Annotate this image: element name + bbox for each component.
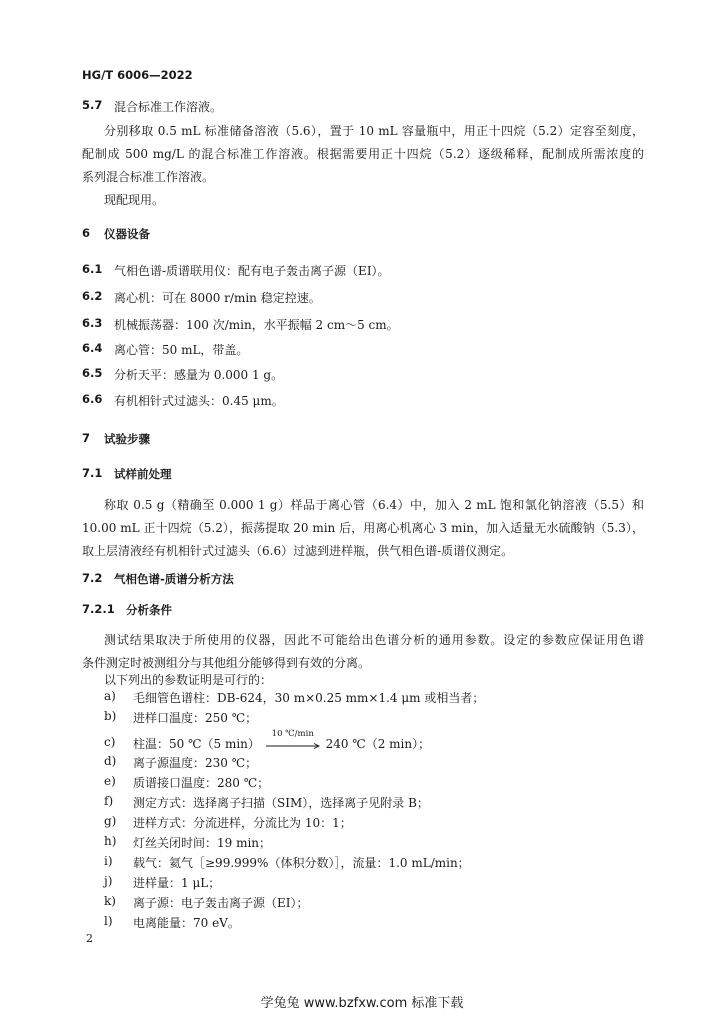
section-7-2-1-number: 7.2.1 [82,602,115,616]
condition-h-label: h) [104,834,117,848]
section-7-2-1-line-3: 以下列出的参数证明是可行的： [104,673,273,687]
section-6-title: 仪器设备 [104,227,150,241]
section-7-1-title: 试样前处理 [114,467,172,481]
condition-e-label: e) [104,774,116,788]
section-5-7-paragraph-line-3: 系列混合标准工作溶液。 [82,170,215,184]
section-7-2-title: 气相色谱-质谱分析方法 [114,572,234,586]
section-7-2-1-line-2: 条件测定时被测组分与其他组分能够得到有效的分离。 [82,656,371,670]
condition-a-label: a) [104,689,116,703]
section-7-1-number: 7.1 [82,466,103,480]
condition-c-text [133,728,431,752]
section-5-7-note: 现配现用。 [104,193,165,207]
condition-l-text: 电离能量：70 eV。 [133,916,240,930]
section-7-1-line-2: 10.00 mL 正十四烷（5.2），振荡提取 20 min 后，用离心机离心 3 min，加入适量无水硫酸钠（5.3）， [82,521,644,535]
item-6-6-number: 6.6 [82,392,103,406]
condition-f-label: f) [104,794,114,808]
condition-g-text: 进样方式：分流进样，分流比为 10：1； [133,816,352,830]
footer-watermark: 学兔兔 www.bzfxw.com 标准下载 [260,996,464,1011]
item-6-4-number: 6.4 [82,341,103,355]
section-7-2-1-line-1: 测试结果取决于所使用的仪器，因此不可能给出色谱分析的通用参数。设定的参数应保证用色谱 [104,633,644,647]
condition-d-text: 离子源温度：230 ℃； [133,756,258,770]
section-5-7-paragraph-line-2: 配制成 500 mg/L 的混合标准工作溶液。根据需要用正十四烷（5.2）逐级稀释，配制成所需浓度的 [82,147,644,161]
item-6-1-number: 6.1 [82,262,103,276]
section-6-number: 6 [82,226,91,240]
column-temp-final: 240 ℃（2 min）； [325,737,431,751]
item-6-3-text: 机械振荡器：100 次/min，水平振幅 2 cm～5 cm。 [114,318,399,332]
condition-c-label: c) [104,735,116,749]
condition-j-text: 进样量：1 μL； [133,876,221,890]
section-7-1-line-1: 称取 0.5 g（精确至 0.000 1 g）样品于离心管（6.4）中，加入 2 mL 饱和氯化钠溶液（5.5）和 [104,498,644,512]
section-5-7-title: 混合标准工作溶液。 [114,100,223,114]
condition-h-text: 灯丝关闭时间：19 min； [133,836,272,850]
section-5-7-paragraph-line-1: 分别移取 0.5 mL 标准储备溶液（5.6），置于 10 mL 容量瓶中，用正十四烷（5.2）定容至刻度， [104,124,644,138]
condition-f-text: 测定方式：选择离子扫描（SIM），选择离子见附录 B； [133,796,429,810]
item-6-1-text: 气相色谱-质谱联用仪：配有电子轰击离子源（EI）。 [114,264,390,278]
section-5-7-number: 5.7 [82,98,103,112]
section-7-title: 试验步骤 [104,432,150,446]
condition-j-label: j) [104,874,113,888]
condition-i-text: 载气：氦气［≥99.999%（体积分数）］，流量：1.0 mL/min； [133,856,470,870]
item-6-5-text: 分析天平：感量为 0.000 1 g。 [114,368,284,382]
condition-e-text: 质谱接口温度：280 ℃； [133,776,270,790]
condition-a-text: 毛细管色谱柱：DB-624，30 m×0.25 mm×1.4 μm 或相当者； [133,691,485,705]
condition-b-text: 进样口温度：250 ℃； [133,711,258,725]
item-6-2-text: 离心机：可在 8000 r/min 稳定控速。 [114,291,321,305]
section-7-2-1-title: 分析条件 [126,603,172,617]
item-6-2-number: 6.2 [82,289,103,303]
temperature-ramp-rate: 10 ℃/min [271,728,314,739]
page-number: 2 [86,932,93,945]
right-arrow-icon [264,742,322,750]
section-7-2-number: 7.2 [82,571,103,585]
condition-l-label: l) [104,914,113,928]
document-id: HG/T 6006—2022 [82,68,193,82]
item-6-5-number: 6.5 [82,366,103,380]
condition-d-label: d) [104,754,117,768]
item-6-4-text: 离心管：50 mL，带盖。 [114,343,249,357]
item-6-6-text: 有机相针式过滤头：0.45 μm。 [114,394,284,408]
condition-k-label: k) [104,894,116,908]
column-temp-initial: 柱温：50 ℃（5 min） [133,737,260,751]
condition-i-label: i) [104,854,113,868]
temperature-ramp-arrow [264,728,322,752]
condition-k-text: 离子源：电子轰击离子源（EI）； [133,896,309,910]
item-6-3-number: 6.3 [82,316,103,330]
condition-b-label: b) [104,709,117,723]
section-7-1-line-3: 取上层清液经有机相针式过滤头（6.6）过滤到进样瓶，供气相色谱-质谱仪测定。 [82,544,514,558]
condition-g-label: g) [104,814,117,828]
section-7-number: 7 [82,431,91,445]
